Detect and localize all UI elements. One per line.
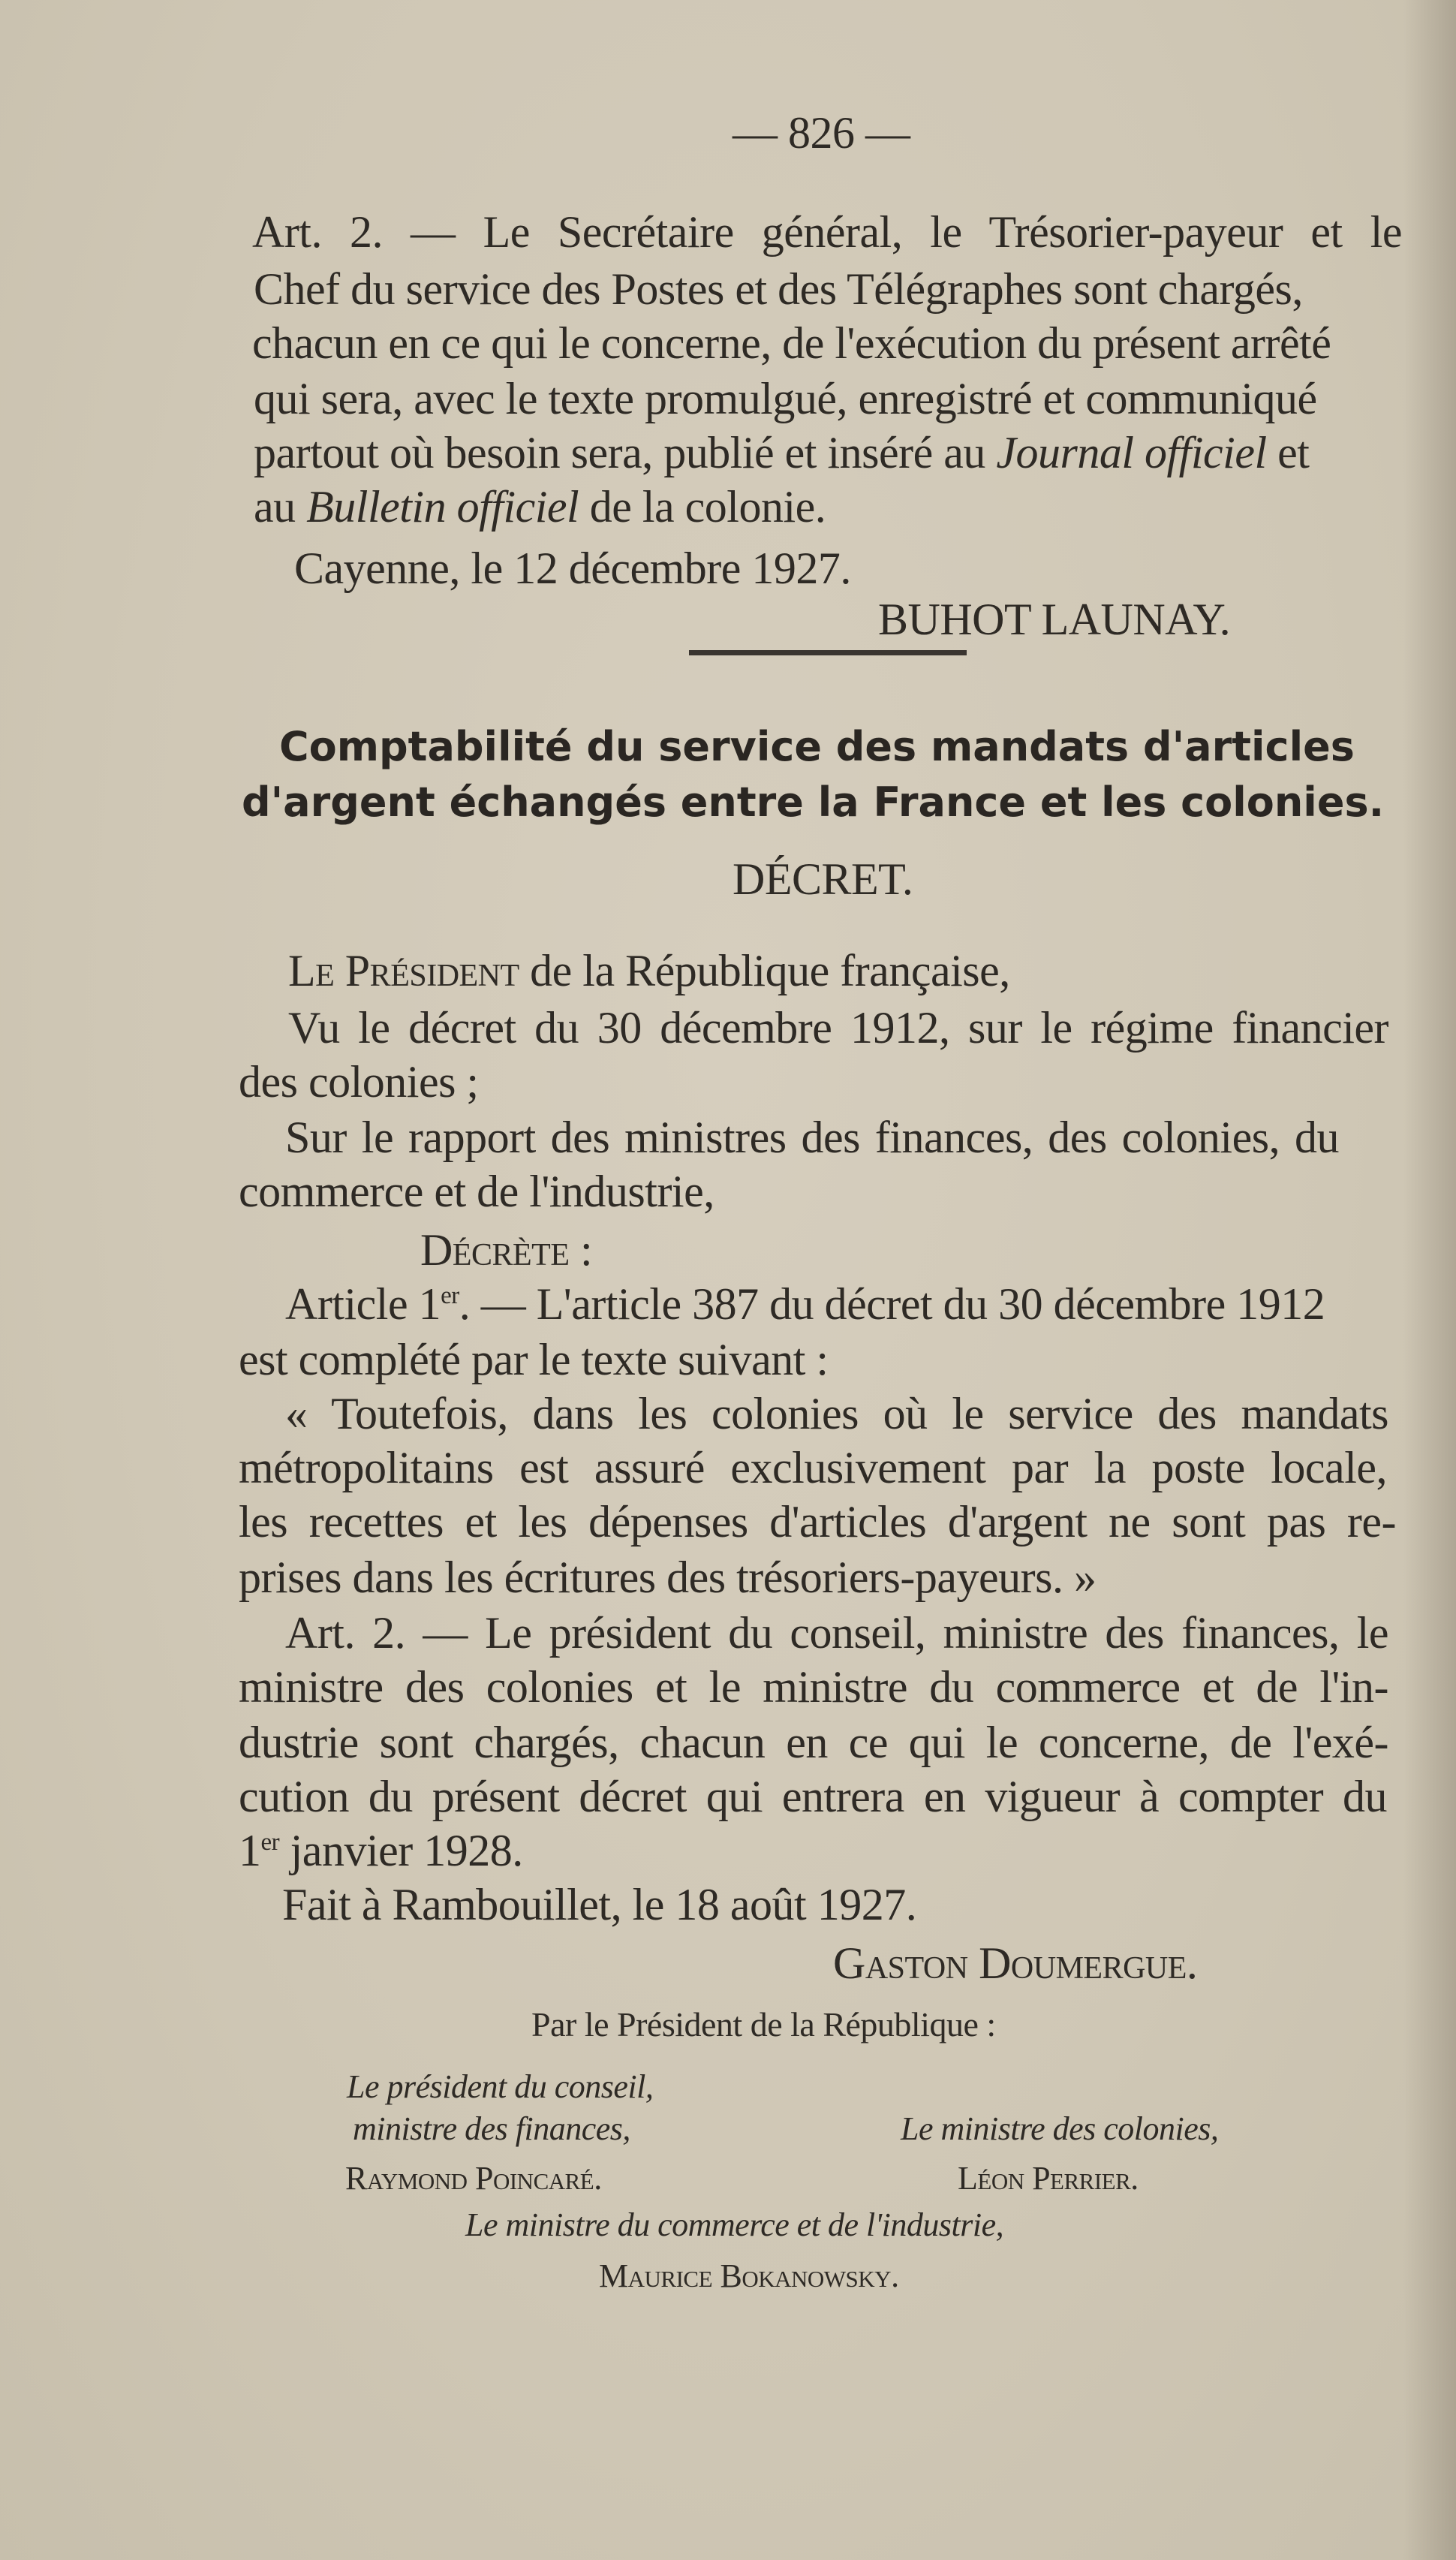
article1-line-5: les recettes et les dépenses d'articles d'argent ne sont pas re- (239, 1497, 1396, 1547)
article1-line-6: prises dans les écritures des trésoriers-payeurs. » (239, 1553, 1097, 1602)
arrete-line-6 (254, 479, 826, 535)
decrete-label: Décrète : (420, 1225, 593, 1275)
vu-line-2: des colonies ; (239, 1057, 479, 1107)
left-minister-title-1: Le président du conseil, (347, 2068, 654, 2105)
arrete-signature: BUHOT LAUNAY. (878, 595, 1231, 644)
article2-line-3: dustrie sont chargés, chacun en ce qui le concerne, de l'exé- (239, 1718, 1388, 1767)
arrete-place-date: Cayenne, le 12 décembre 1927. (294, 544, 851, 593)
left-minister-title-2: ministre des finances, (353, 2110, 630, 2147)
arrete-line-5 (254, 425, 1309, 480)
vu-line-1: Vu le décret du 30 décembre 1912, sur le régime financier (288, 1003, 1388, 1053)
right-minister-title: Le ministre des colonies, (901, 2110, 1219, 2147)
article1-sup: er (441, 1282, 459, 1309)
arrete-line-4: qui sera, avec le texte promulgué, enregistré et communiqué (254, 374, 1317, 423)
article2-line-2: ministre des colonies et le ministre du commerce et de l'in- (239, 1662, 1388, 1712)
bottom-minister-name: Maurice Bokanowsky. (599, 2257, 899, 2294)
arrete-line-3: chacun en ce qui le concerne, de l'exécution du présent arrêté (252, 318, 1331, 368)
sur-line-2: commerce et de l'industrie, (239, 1167, 714, 1216)
arrete-line-1: Art. 2. — Le Secrétaire général, le Trésorier-payeur et le (252, 207, 1402, 257)
article1-line-4: métropolitains est assuré exclusivement par la poste locale, (239, 1443, 1387, 1492)
arrete-line-2: Chef du service des Postes et des Télégraphes sont chargés, (254, 264, 1303, 314)
decret-signature: Gaston Doumergue. (833, 1938, 1198, 1988)
page-number: — 826 — (733, 108, 910, 158)
arrete-line-5-text: partout où besoin sera, publié et inséré au (254, 428, 985, 477)
article1-line-2: est complété par le texte suivant : (239, 1335, 829, 1384)
sur-line-1: Sur le rapport des ministres des finances, des colonies, du (285, 1113, 1339, 1162)
article2-date-num: 1 (239, 1826, 261, 1875)
fait-line: Fait à Rambouillet, le 18 août 1927. (282, 1880, 917, 1929)
bottom-minister-title: Le ministre du commerce et de l'industrie, (465, 2206, 1004, 2243)
president-smallcaps: Le Président (288, 946, 519, 995)
par-le-president: Par le Président de la République : (531, 2005, 996, 2043)
article1-line-1 (285, 1276, 1325, 1332)
section-divider (689, 650, 967, 655)
arrete-et: et (1277, 428, 1310, 477)
article1-rest: . — L'article 387 du décret du 30 décembre 1912 (459, 1279, 1325, 1329)
president-rest: de la République française, (530, 946, 1010, 995)
article2-line-4: cution du présent décret qui entrera en vigueur à compter du (239, 1772, 1387, 1821)
journal-officiel: Journal officiel (996, 428, 1267, 477)
right-minister-name: Léon Perrier. (958, 2160, 1139, 2197)
article1-line-3: « Toutefois, dans les colonies où le service des mandats (285, 1389, 1388, 1438)
arrete-line-6-tail: de la colonie. (589, 482, 826, 532)
section-title-line-2: d'argent échangés entre la France et les colonies. (242, 779, 1385, 826)
page-edge-shadow (1403, 0, 1456, 2560)
section-title-line-1: Comptabilité du service des mandats d'articles (279, 723, 1355, 770)
left-minister-name: Raymond Poincaré. (345, 2160, 602, 2197)
article2-date-rest: janvier 1928. (279, 1826, 523, 1875)
article1-start: Article 1 (285, 1279, 441, 1329)
article2-line-1: Art. 2. — Le président du conseil, ministre des finances, le (285, 1608, 1388, 1658)
article2-date-sup: er (260, 1829, 280, 1856)
bulletin-officiel: Bulletin officiel (306, 482, 579, 532)
arrete-au: au (254, 482, 296, 532)
article2-line-5 (239, 1823, 523, 1878)
decret-label: DÉCRET. (733, 854, 913, 904)
president-line (288, 943, 1010, 998)
